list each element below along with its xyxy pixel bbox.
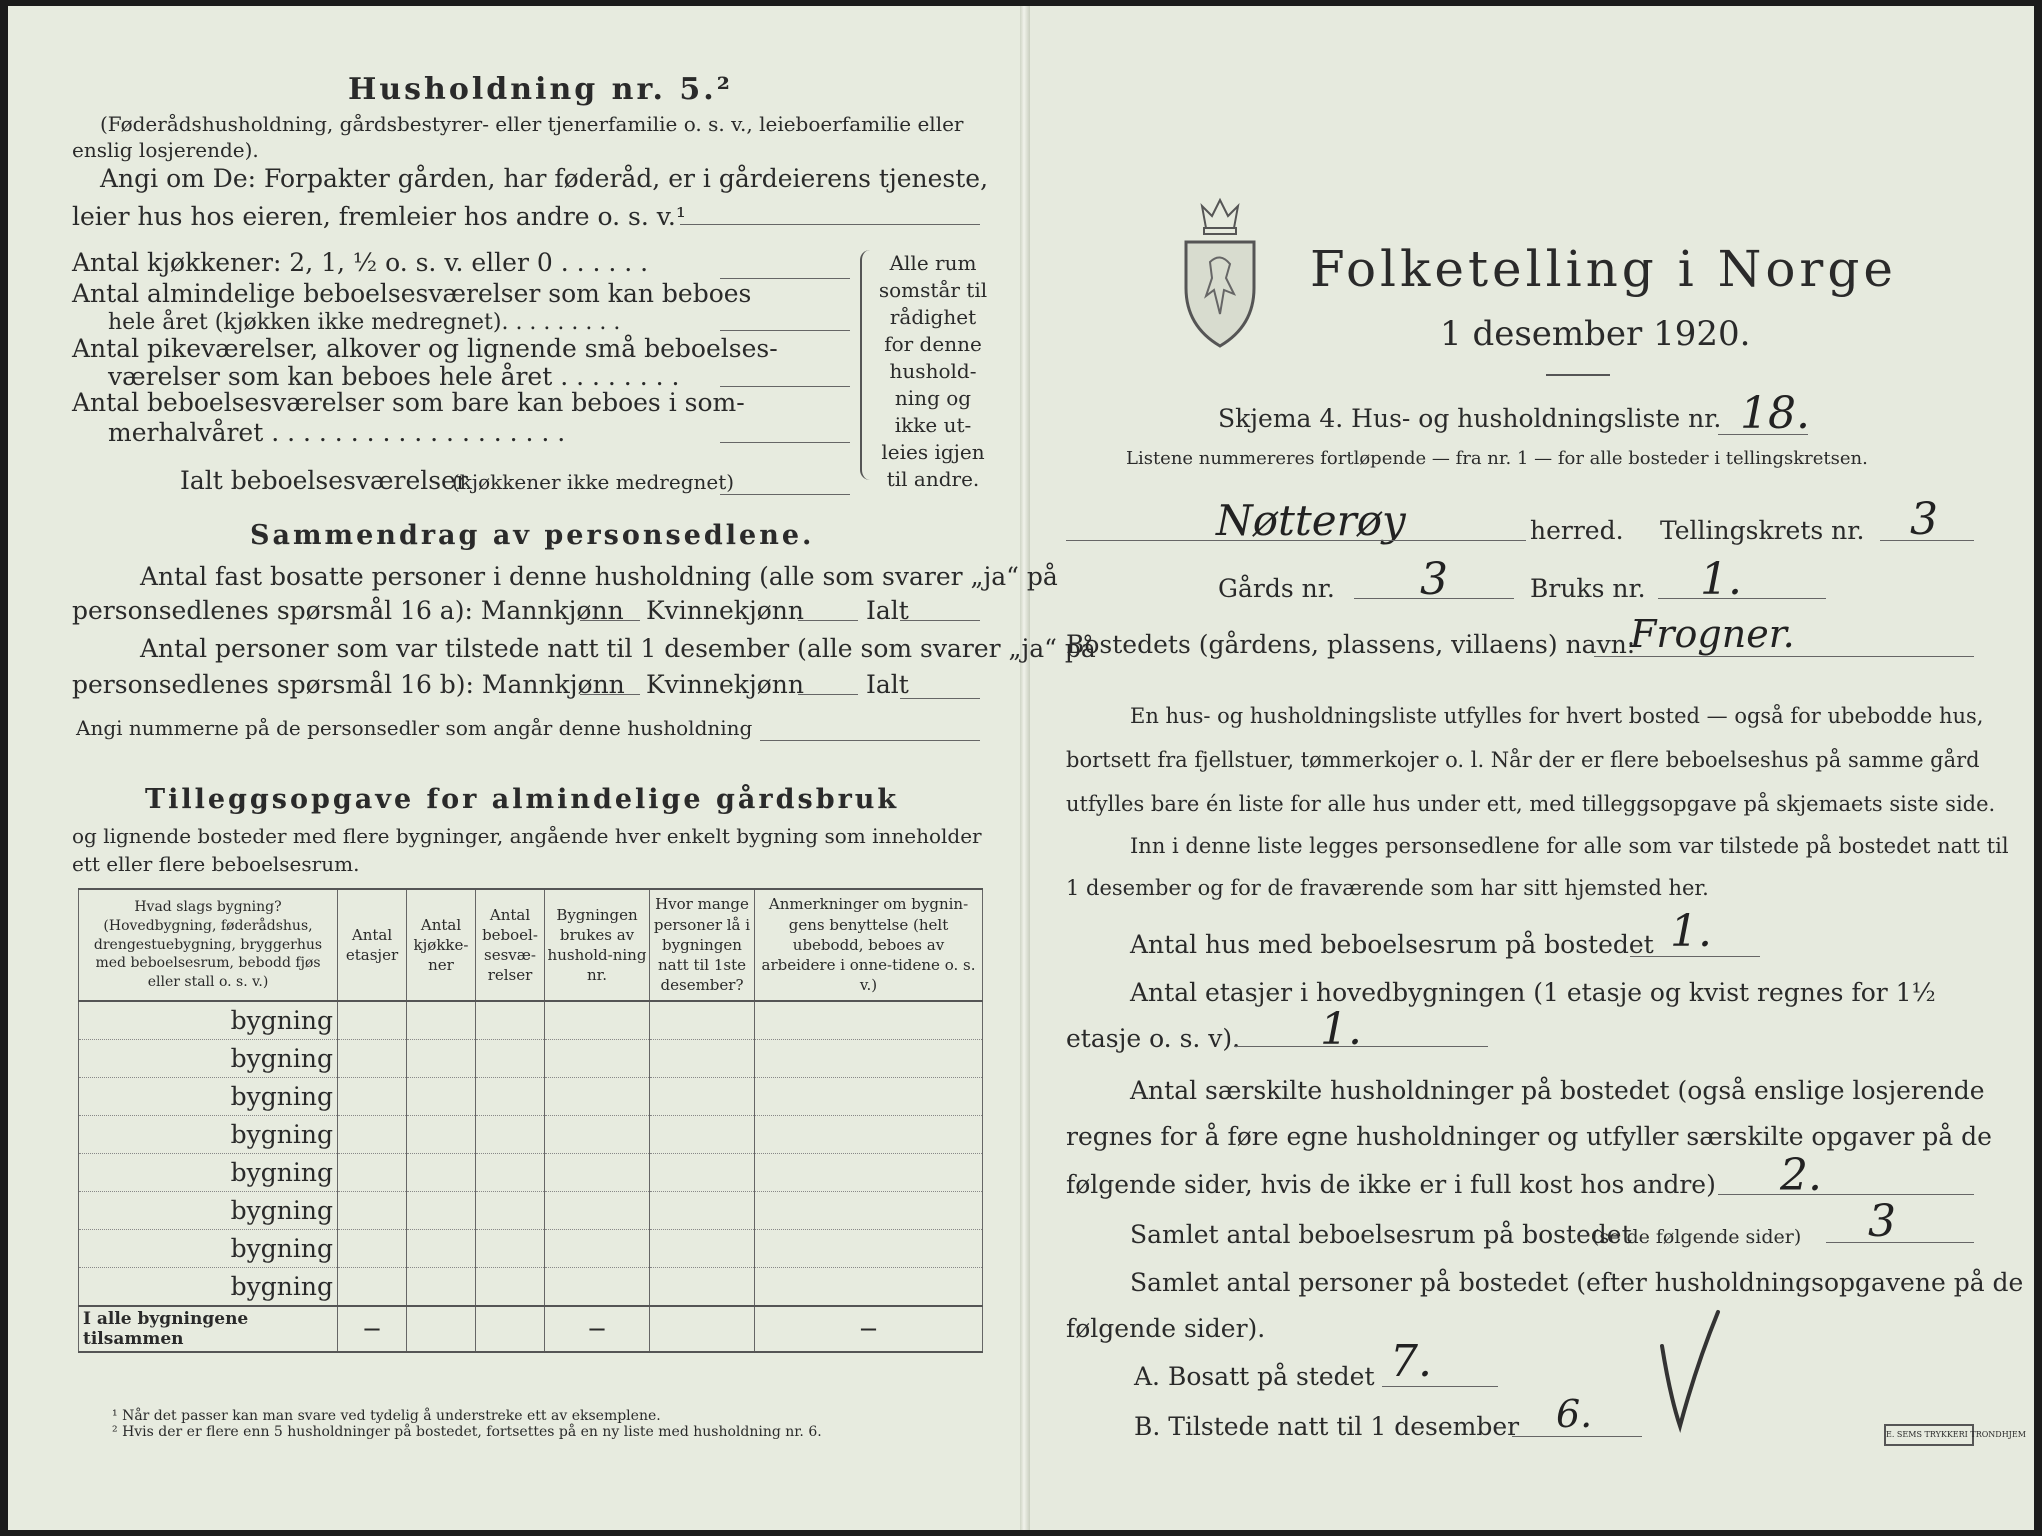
gards-value: 3 — [1420, 554, 1448, 605]
row-label: bygning — [79, 1001, 338, 1040]
herred-label: herred. — [1530, 516, 1624, 545]
herred-value: Nøtterøy — [1216, 496, 1406, 545]
total-dash: — — [338, 1306, 407, 1352]
resident-female-line — [798, 620, 858, 621]
table-row — [79, 1230, 983, 1268]
check-mark-icon — [1656, 1306, 1726, 1440]
table-row — [79, 1040, 983, 1078]
footnote-2: ² Hvis der er flere enn 5 husholdninger på bostedet, fortsettes på en ny liste med husholdning nr. 6. — [112, 1424, 822, 1440]
household-intro-2: enslig losjerende). — [72, 138, 259, 162]
bosted-value: Frogner. — [1630, 612, 1795, 656]
schema-number-line — [1718, 434, 1808, 435]
table-row — [79, 1268, 983, 1307]
table-row — [79, 1001, 983, 1040]
q-households-2: regnes for å føre egne husholdninger og utfyller særskilte opgaver på de — [1066, 1122, 1992, 1151]
table-row — [79, 1078, 983, 1116]
present-total-line — [900, 698, 980, 699]
present-female-label: Kvinnekjønn — [646, 670, 804, 699]
bruks-line — [1658, 598, 1826, 599]
summary-resident-1: Antal fast bosatte personer i denne husholdning (alle som svarer „ja“ på — [140, 562, 1058, 591]
q-houses-value: 1. — [1670, 906, 1712, 957]
answer-line-total — [720, 494, 850, 495]
instr-5: 1 desember og for de fraværende som har sitt hjemsted her. — [1066, 876, 1709, 900]
tenure-question-2: leier hus hos eieren, fremleier hos andre o. s. v.¹ — [72, 202, 686, 231]
q-resident-label: A. Bosatt på stedet — [1134, 1362, 1375, 1391]
person-numbers-label: Angi nummerne på de personsedler som angår denne husholdning — [76, 716, 753, 740]
numbering-note: Listene nummereres fortløpende — fra nr. 1 — for alle bosteder i tellingskretsen. — [1126, 448, 1868, 469]
col-kitchens: Antal kjøkke-ner — [407, 889, 476, 1001]
table-row — [79, 1154, 983, 1192]
person-numbers-line — [760, 740, 980, 741]
total-dash: — — [545, 1306, 650, 1352]
instr-1: En hus- og husholdningsliste utfylles for hvert bosted — også for ubebodde hus, — [1130, 704, 1984, 728]
row-label: bygning — [79, 1268, 338, 1307]
side-note-line: til andre. — [886, 467, 980, 491]
side-note-line: hushold- — [889, 359, 977, 383]
table-header-row — [79, 889, 983, 1001]
schema-label: Skjema 4. Hus- og husholdningsliste nr. — [1218, 404, 1722, 433]
krets-value: 3 — [1910, 494, 1938, 545]
q-rooms-line — [1826, 1242, 1974, 1243]
resident-female-label: Kvinnekjønn — [646, 596, 804, 625]
bosted-line — [1594, 656, 1974, 657]
q-persons-2: følgende sider). — [1066, 1314, 1266, 1343]
col-building-type: Hvad slags bygning? (Hovedbygning, føderådshus, drengestuebygning, bryggerhus med beboelsesrum, bebodd fjøs eller stall o. s. v.) — [79, 889, 338, 1001]
gards-label: Gårds nr. — [1218, 574, 1335, 603]
resident-total-label: Ialt — [866, 596, 909, 625]
present-female-line — [798, 694, 858, 695]
gards-line — [1354, 598, 1514, 599]
q-floors-value: 1. — [1320, 1004, 1362, 1055]
census-date: 1 desember 1920. — [1440, 314, 1751, 354]
addon-title: Tilleggsopgave for almindelige gårdsbruk — [145, 784, 900, 815]
side-note-line: Alle rum — [889, 251, 977, 275]
herred-line — [1066, 540, 1526, 541]
col-floors: Antal etasjer — [338, 889, 407, 1001]
row-label: bygning — [79, 1078, 338, 1116]
side-note-line: for denne — [884, 332, 982, 356]
col-remarks: Anmerkninger om bygnin-gens benyttelse (helt ubebodd, beboes av arbeidere i onne-tidene o. s. v.) — [755, 889, 983, 1001]
row-label: bygning — [79, 1192, 338, 1230]
row-label: bygning — [79, 1230, 338, 1268]
q-households-line — [1718, 1194, 1974, 1195]
side-note-line: somstår til — [878, 278, 988, 302]
tenure-answer-line — [680, 224, 980, 225]
summary-resident-2: personsedlenes spørsmål 16 a): Mannkjønn — [72, 596, 624, 625]
instr-4: Inn i denne liste legges personsedlene for alle som var tilstede på bostedet natt til — [1130, 834, 2009, 858]
row-label: bygning — [79, 1154, 338, 1192]
q-rooms-note: (se de følgende sider) — [1592, 1226, 1802, 1248]
printer-stamp: E. SEMS TRYKKERI TRONDHJEM — [1884, 1424, 1974, 1446]
title-divider — [1546, 374, 1610, 376]
q-rooms-value: 3 — [1868, 1196, 1896, 1247]
table-total-row — [79, 1306, 983, 1352]
footnote-1: ¹ Når det passer kan man svare ved tydelig å understreke ett av eksemplene. — [112, 1408, 661, 1424]
table-row — [79, 1192, 983, 1230]
row-label: bygning — [79, 1116, 338, 1154]
instr-3: utfylles bare én liste for alle hus under ett, med tilleggsopgave på skjemaets siste side. — [1066, 792, 1996, 816]
q-floors-label-2: etasje o. s. v). — [1066, 1024, 1241, 1053]
q-resident-line — [1382, 1386, 1498, 1387]
q-resident-value: 7. — [1390, 1336, 1432, 1387]
total-rooms-label: Ialt beboelsesværelser — [180, 466, 468, 495]
schema-number: 18. — [1740, 388, 1810, 439]
answer-line-ordinary — [720, 330, 850, 331]
q-persons-1: Samlet antal personer på bostedet (efter husholdningsopgavene på de — [1130, 1268, 2024, 1297]
answer-line-summer — [720, 442, 850, 443]
side-note-brace — [860, 250, 878, 480]
q-houses-line — [1630, 956, 1760, 957]
answer-line-maid — [720, 386, 850, 387]
bosted-label: Bostedets (gårdens, plassens, villaens) navn: — [1066, 630, 1636, 659]
present-total-label: Ialt — [866, 670, 909, 699]
q-households-3: følgende sider, hvis de ikke er i full kost hos andre) — [1066, 1170, 1716, 1199]
norway-coat-of-arms-icon — [1180, 198, 1260, 354]
krets-line — [1880, 540, 1974, 541]
household-intro-1: (Føderådshusholdning, gårdsbestyrer- eller tjenerfamilie o. s. v., leieboerfamilie eller — [100, 112, 964, 136]
household-title: Husholdning nr. 5.² — [348, 72, 733, 107]
q-present-value: 6. — [1556, 1392, 1593, 1436]
row-label: bygning — [79, 1040, 338, 1078]
addon-intro-1: og lignende bosteder med flere bygninger, angående hver enkelt bygning som inneholder — [72, 824, 982, 848]
rooms-summer-2: merhalvåret . . . . . . . . . . . . . . . . . . . — [108, 418, 566, 447]
krets-label: Tellingskrets nr. — [1660, 516, 1865, 545]
side-note-line: ikke ut- — [894, 413, 972, 437]
tenure-question-1: Angi om De: Forpakter gården, har føderåd, er i gårdeierens tjeneste, — [100, 164, 989, 193]
side-note-line: rådighet — [889, 305, 977, 329]
buildings-table — [78, 888, 983, 1353]
col-rooms: Antal beboel-sesvæ-relser — [476, 889, 545, 1001]
q-households-value: 2. — [1780, 1150, 1822, 1201]
rooms-maid-1: Antal pikeværelser, alkover og lignende små beboelses- — [72, 334, 778, 363]
total-dash: — — [755, 1306, 983, 1352]
rooms-maid-2: værelser som kan beboes hele året . . . . . . . . — [108, 362, 680, 391]
bruks-value: 1. — [1700, 554, 1742, 605]
rooms-summer-1: Antal beboelsesværelser som bare kan beboes i som- — [72, 388, 745, 417]
side-note-line: leies igjen — [881, 440, 985, 464]
rooms-kitchens: Antal kjøkkener: 2, 1, ½ o. s. v. eller 0 . . . . . . — [72, 248, 649, 277]
resident-total-line — [900, 620, 980, 621]
col-household-no: Bygningen brukes av hushold-ning nr. — [545, 889, 650, 1001]
resident-male-line — [580, 620, 640, 621]
q-rooms-label: Samlet antal beboelsesrum på bostedet — [1130, 1220, 1632, 1249]
census-title: Folketelling i Norge — [1310, 240, 1897, 298]
bruks-label: Bruks nr. — [1530, 574, 1646, 603]
side-note-line: ning og — [894, 386, 972, 410]
page-fold — [1020, 6, 1030, 1530]
total-rooms-note: (kjøkkener ikke medregnet) — [452, 470, 735, 494]
side-note — [878, 250, 988, 493]
answer-line-kitchens — [720, 278, 850, 279]
table-row — [79, 1116, 983, 1154]
present-male-line — [580, 694, 640, 695]
summary-title: Sammendrag av personsedlene. — [250, 520, 815, 551]
q-present-line — [1512, 1436, 1642, 1437]
summary-present-2: personsedlenes spørsmål 16 b): Mannkjønn — [72, 670, 625, 699]
total-row-label: I alle bygningene tilsammen — [79, 1306, 338, 1352]
rooms-ordinary-1: Antal almindelige beboelsesværelser som kan beboes — [72, 279, 752, 308]
instr-2: bortsett fra fjellstuer, tømmerkojer o. l. Når der er flere beboelseshus på samme gård — [1066, 748, 1980, 772]
q-households-1: Antal særskilte husholdninger på bostedet (også enslige losjerende — [1130, 1076, 1985, 1105]
col-persons: Hvor mange personer lå i bygningen natt til 1ste desember? — [650, 889, 755, 1001]
q-floors-line — [1234, 1046, 1488, 1047]
q-floors-label-1: Antal etasjer i hovedbygningen (1 etasje og kvist regnes for 1½ — [1130, 978, 1936, 1007]
summary-present-1: Antal personer som var tilstede natt til 1 desember (alle som svarer „ja“ på — [140, 634, 1096, 663]
rooms-ordinary-2: hele året (kjøkken ikke medregnet). . . . . . . . . — [108, 310, 621, 335]
addon-intro-2: ett eller flere beboelsesrum. — [72, 852, 360, 876]
q-present-label: B. Tilstede natt til 1 desember — [1134, 1412, 1520, 1441]
q-houses-label: Antal hus med beboelsesrum på bostedet — [1130, 930, 1654, 959]
